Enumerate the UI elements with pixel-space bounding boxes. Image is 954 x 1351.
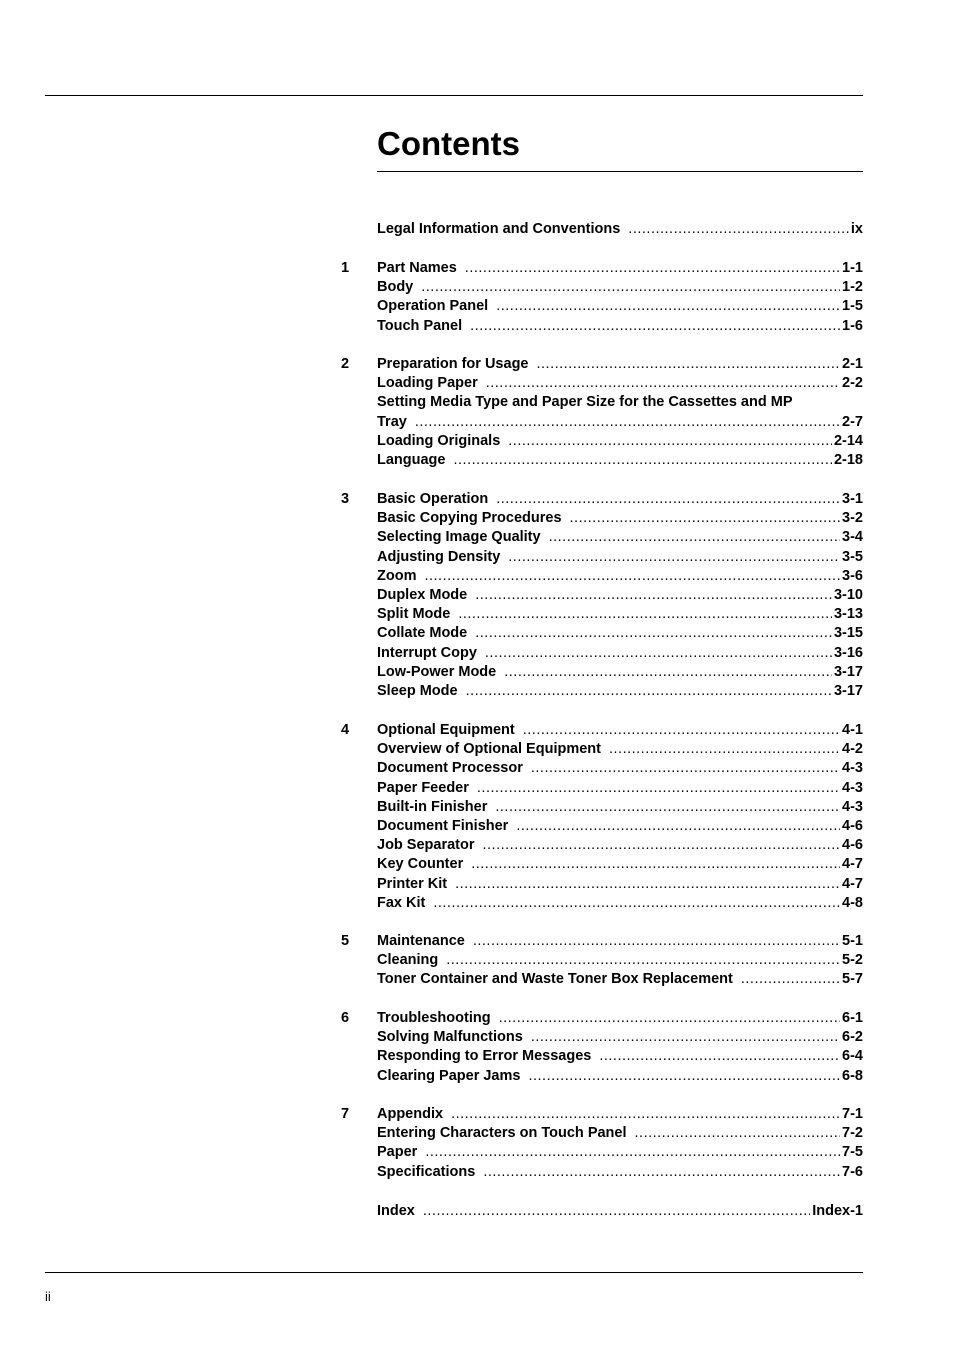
toc-entry[interactable]	[377, 875, 863, 894]
toc-entry-title: Loading Paper	[377, 375, 478, 392]
chapter-number: 6	[341, 1010, 350, 1026]
toc-entry-title: Basic Operation	[377, 491, 489, 507]
dot-leader	[531, 759, 840, 778]
toc-entry-page: 3-2	[842, 510, 863, 527]
toc-entry-title: Maintenance	[377, 933, 465, 949]
toc-entry[interactable]	[377, 759, 863, 778]
toc-entry[interactable]	[377, 528, 863, 547]
toc-entry-page: 1-2	[842, 279, 863, 296]
toc-entry-title: Document Processor	[377, 760, 523, 777]
toc-entry[interactable]	[377, 721, 863, 740]
toc-entry[interactable]	[377, 1163, 863, 1182]
toc-entry-title: Entering Characters on Touch Panel	[377, 1125, 627, 1142]
toc-entry-page: 1-6	[842, 317, 863, 334]
dot-leader	[499, 1009, 840, 1028]
dot-leader	[504, 663, 832, 682]
toc-entry-title: Legal Information and Conventions	[377, 221, 621, 237]
toc-entry[interactable]	[377, 1047, 863, 1066]
toc-entry[interactable]	[377, 259, 863, 278]
toc-entry[interactable]	[377, 567, 863, 586]
toc-entry[interactable]	[377, 894, 863, 913]
toc-entry-title-continued: Tray	[377, 413, 407, 430]
dot-leader	[537, 355, 841, 374]
chapter-number: 7	[341, 1106, 350, 1122]
page-title: Contents	[377, 125, 520, 162]
dot-leader	[486, 374, 840, 393]
toc-entry[interactable]	[377, 490, 863, 509]
toc-entry-title: Paper Feeder	[377, 779, 469, 796]
toc-entry[interactable]	[377, 1105, 863, 1124]
chapter-number: 2	[341, 356, 350, 372]
toc-entry[interactable]	[377, 374, 863, 393]
dot-leader	[458, 605, 832, 624]
toc-entry-title: Index	[377, 1203, 415, 1219]
toc-entry[interactable]	[377, 297, 863, 316]
toc-entry[interactable]	[377, 682, 863, 701]
toc-entry[interactable]	[377, 548, 863, 567]
toc-entry-title: Adjusting Density	[377, 548, 501, 565]
dot-leader	[485, 644, 832, 663]
toc-entry-title: Cleaning	[377, 952, 439, 969]
dot-leader	[483, 836, 841, 855]
toc-entry[interactable]	[377, 1009, 863, 1028]
dot-leader	[609, 740, 840, 759]
toc-entry[interactable]	[377, 1067, 863, 1086]
toc-entry-page: 7-5	[842, 1144, 863, 1161]
toc-entry-title: Optional Equipment	[377, 722, 515, 738]
toc-entry-title: Troubleshooting	[377, 1010, 491, 1026]
dot-leader	[446, 951, 840, 970]
toc-entry[interactable]	[377, 220, 863, 239]
dot-leader	[424, 567, 840, 586]
toc-entry[interactable]	[377, 278, 863, 297]
dot-leader	[425, 1143, 840, 1162]
toc-entry-page: 3-10	[833, 586, 863, 603]
toc-entry[interactable]	[377, 855, 863, 874]
toc-entry-page: 5-7	[842, 971, 863, 988]
toc-entry-title: Clearing Paper Jams	[377, 1067, 521, 1084]
toc-entry[interactable]	[377, 644, 863, 663]
toc-entry-page: 2-1	[842, 356, 863, 372]
toc-entry-page: 2-7	[842, 413, 863, 430]
toc-entry[interactable]	[377, 836, 863, 855]
toc-entry[interactable]	[377, 970, 863, 989]
toc-entry-title: Part Names	[377, 260, 457, 276]
toc-entry-title: Fax Kit	[377, 894, 426, 911]
toc-entry-title: Key Counter	[377, 856, 464, 873]
toc-entry[interactable]	[377, 663, 863, 682]
toc-entry-title: Low-Power Mode	[377, 663, 497, 680]
toc-entry-title: Paper	[377, 1144, 418, 1161]
toc-entry[interactable]	[377, 432, 863, 451]
toc-entry-page: 3-16	[833, 644, 863, 661]
toc-entry-title: Body	[377, 279, 414, 296]
dot-leader	[433, 894, 840, 913]
toc-entry-page: 3-6	[842, 567, 863, 584]
toc-entry[interactable]	[377, 355, 863, 374]
chapter-number: 3	[341, 491, 350, 507]
toc-entry-title: Collate Mode	[377, 625, 468, 642]
toc-entry-page: 6-8	[842, 1067, 863, 1084]
toc-entry[interactable]	[377, 817, 863, 836]
toc-entry[interactable]	[377, 1143, 863, 1162]
toc-entry-title: Language	[377, 451, 446, 468]
dot-leader	[496, 490, 840, 509]
dot-leader	[453, 451, 831, 470]
dot-leader	[628, 220, 849, 239]
toc-entry[interactable]	[377, 740, 863, 759]
toc-entry-title: Basic Copying Procedures	[377, 510, 562, 527]
dot-leader	[477, 779, 840, 798]
dot-leader	[531, 1028, 840, 1047]
toc-entry-page: ix	[850, 221, 863, 237]
dot-leader	[455, 875, 840, 894]
dot-leader	[421, 278, 840, 297]
toc-entry[interactable]	[377, 951, 863, 970]
toc-entry[interactable]	[377, 451, 863, 470]
toc-entry[interactable]	[377, 605, 863, 624]
dot-leader	[528, 1067, 840, 1086]
toc-entry-page: 3-17	[833, 663, 863, 680]
dot-leader	[741, 970, 840, 989]
dot-leader	[475, 624, 832, 643]
toc-entry-page: 4-1	[842, 722, 863, 738]
toc-entry-title: Duplex Mode	[377, 586, 468, 603]
toc-entry-page: 7-1	[842, 1106, 863, 1122]
toc-entry-title: Touch Panel	[377, 317, 463, 334]
toc-entry[interactable]	[377, 509, 863, 528]
toc-entry[interactable]	[377, 798, 863, 817]
toc-entry-page: 4-6	[842, 837, 863, 854]
dot-leader	[451, 1105, 840, 1124]
toc-entry[interactable]	[377, 779, 863, 798]
toc-entry-title: Solving Malfunctions	[377, 1029, 523, 1046]
dot-leader	[415, 413, 840, 432]
dot-leader	[471, 855, 840, 874]
dot-leader	[508, 548, 840, 567]
toc-entry-title: Loading Originals	[377, 432, 501, 449]
toc-entry[interactable]	[377, 586, 863, 605]
toc-entry-page: Index-1	[812, 1203, 863, 1219]
dot-leader	[466, 682, 832, 701]
toc-entry-page: 3-15	[833, 625, 863, 642]
dot-leader	[516, 817, 840, 836]
toc-entry-page: 5-2	[842, 952, 863, 969]
dot-leader	[473, 932, 840, 951]
toc-entry-page: 4-6	[842, 817, 863, 834]
toc-entry-page: 1-5	[842, 298, 863, 315]
dot-leader	[508, 432, 832, 451]
dot-leader	[635, 1124, 841, 1143]
toc-entry-title: Overview of Optional Equipment	[377, 741, 601, 758]
toc-entry[interactable]	[377, 1124, 863, 1143]
toc-entry-title: Interrupt Copy	[377, 644, 477, 661]
toc-entry-title: Operation Panel	[377, 298, 489, 315]
toc-entry-title: Setting Media Type and Paper Size for the Cassettes and MP	[377, 394, 793, 411]
dot-leader	[496, 297, 840, 316]
toc-entry[interactable]	[377, 932, 863, 951]
dot-leader	[495, 798, 840, 817]
toc-entry-title: Toner Container and Waste Toner Box Replacement	[377, 971, 733, 988]
toc-entry-page: 4-3	[842, 779, 863, 796]
toc-entry[interactable]	[377, 393, 863, 431]
toc-entry-page: 2-18	[833, 451, 863, 468]
dot-leader	[470, 317, 840, 336]
dot-leader	[599, 1047, 840, 1066]
footer-rule	[45, 1272, 863, 1273]
toc-entry-page: 7-6	[842, 1163, 863, 1180]
toc-entry-page: 4-7	[842, 875, 863, 892]
toc-entry-page: 4-3	[842, 760, 863, 777]
toc-entry[interactable]	[377, 1028, 863, 1047]
toc-entry-page: 6-1	[842, 1010, 863, 1026]
toc-entry-page: 4-2	[842, 741, 863, 758]
toc-entry-title: Specifications	[377, 1163, 476, 1180]
toc-entry-page: 1-1	[842, 260, 863, 276]
dot-leader	[475, 586, 832, 605]
toc-entry-page: 2-14	[833, 432, 863, 449]
dot-leader	[465, 259, 840, 278]
dot-leader	[483, 1163, 840, 1182]
toc-entry-page: 4-8	[842, 894, 863, 911]
dot-leader	[523, 721, 840, 740]
chapter-number: 1	[341, 260, 350, 276]
toc-entry-title: Appendix	[377, 1106, 444, 1122]
dot-leader	[570, 509, 841, 528]
toc-entry-page: 4-7	[842, 856, 863, 873]
toc-entry-title: Zoom	[377, 567, 417, 584]
dot-leader	[423, 1202, 810, 1221]
toc-entry-page: 6-4	[842, 1048, 863, 1065]
toc-entry-page: 3-1	[842, 491, 863, 507]
page-number: ii	[45, 1289, 51, 1304]
toc-entry-page: 5-1	[842, 933, 863, 949]
toc-entry-page: 3-4	[842, 529, 863, 546]
chapter-number: 5	[341, 933, 350, 949]
toc-entry-title: Printer Kit	[377, 875, 448, 892]
toc-entry-page: 3-5	[842, 548, 863, 565]
toc-entry-title: Job Separator	[377, 837, 475, 854]
toc-entry-page: 4-3	[842, 798, 863, 815]
toc-entry-title: Built-in Finisher	[377, 798, 488, 815]
toc-entry-page: 3-13	[833, 606, 863, 623]
toc-entry-page: 6-2	[842, 1029, 863, 1046]
toc-entry-title: Document Finisher	[377, 817, 509, 834]
toc-entry[interactable]	[377, 624, 863, 643]
toc-entry-title: Preparation for Usage	[377, 356, 529, 372]
dot-leader	[549, 528, 840, 547]
toc-entry-page: 3-17	[833, 682, 863, 699]
toc-entry-page: 2-2	[842, 375, 863, 392]
toc-entry-title: Sleep Mode	[377, 682, 458, 699]
toc-entry[interactable]	[377, 1202, 863, 1221]
chapter-number: 4	[341, 722, 350, 738]
toc-entry-title: Selecting Image Quality	[377, 529, 541, 546]
toc-entry-title: Responding to Error Messages	[377, 1048, 592, 1065]
toc-entry-title: Split Mode	[377, 606, 451, 623]
toc-entry-page: 7-2	[842, 1125, 863, 1142]
toc-entry[interactable]	[377, 317, 863, 336]
